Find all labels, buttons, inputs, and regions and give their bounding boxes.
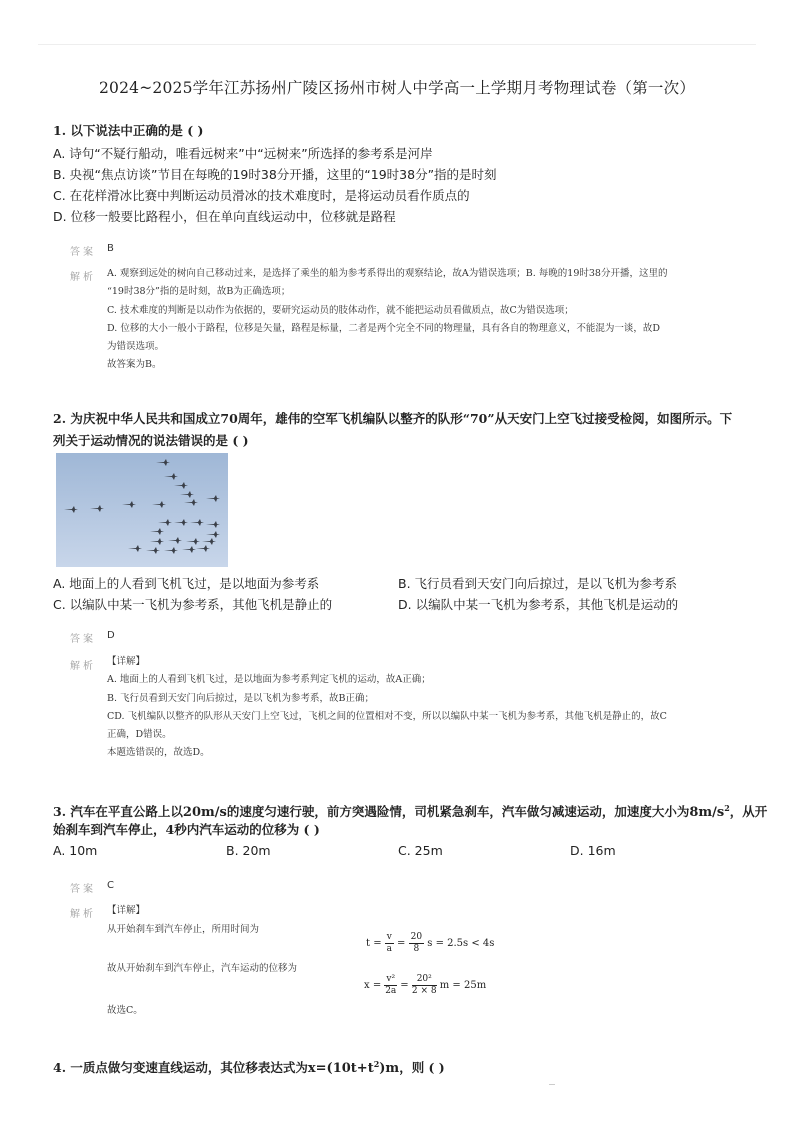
eq-lhs: t = xyxy=(366,938,382,949)
q3-speed: 20m/s xyxy=(182,805,227,821)
q2-option-d: D. 以编队中某一飞机为参考系，其他飞机是运动的 xyxy=(398,597,679,612)
q2-analysis-line: 【详解】 xyxy=(107,656,146,667)
eq-fraction xyxy=(412,974,437,997)
q3-option-a: A. 10m xyxy=(53,843,98,858)
eq-rhs: m = 25m xyxy=(439,980,487,991)
eq-fraction xyxy=(384,974,397,997)
q3-analysis-line: 从开始刹车到汽车停止，所用时间为 xyxy=(107,924,260,935)
q1-option-d: D. 位移一般要比路程小，但在单向直线运动中，位移就是路程 xyxy=(53,209,396,224)
q3-option-c: C. 25m xyxy=(398,843,443,858)
q1-analysis-label: 解析 xyxy=(70,272,96,283)
eq-fraction xyxy=(385,932,394,955)
question-4-stem xyxy=(53,1053,753,1080)
q4-expression-end: )m xyxy=(379,1061,400,1077)
q1-analysis-line: A. 观察到远处的树向自己移动过来，是选择了乘坐的船为参考系得出的观察结论，故A为错误选项；B. 每晚的19时38分开播，这里的 xyxy=(107,268,668,279)
eq-equals: = xyxy=(397,938,406,949)
q2-option-b: B. 飞行员看到天安门向后掠过，是以飞机为参考系 xyxy=(398,576,678,591)
q1-answer: B xyxy=(107,243,114,254)
eq-lhs: x = xyxy=(364,980,382,991)
q2-answer-label: 答案 xyxy=(70,634,96,645)
aircraft-formation-photo xyxy=(56,453,228,567)
q3-stem-part: 3. 汽车在平直公路上以 xyxy=(53,804,183,820)
q3-stem-part: ，从开 xyxy=(729,804,768,820)
q2-option-a: A. 地面上的人看到飞机飞过，是以地面为参考系 xyxy=(53,576,320,591)
page-mark xyxy=(549,1084,555,1085)
q3-analysis-head: 【详解】 xyxy=(107,905,146,916)
question-3-stem-line2: 始刹车到汽车停止，4秒内汽车运动的位移为 ( ) xyxy=(53,822,320,837)
eq-denominator: 2 × 8 xyxy=(411,986,437,996)
eq-fraction xyxy=(409,932,424,955)
eq-denominator: 8 xyxy=(413,944,420,954)
q3-accel-exp: 2 xyxy=(724,803,730,813)
q3-option-b: B. 20m xyxy=(226,843,271,858)
q4-expression: x=(10t+t xyxy=(307,1061,374,1077)
q4-expression-exp: 2 xyxy=(373,1059,380,1069)
q3-equation-displacement xyxy=(364,974,486,997)
q3-answer: C xyxy=(107,880,114,891)
q1-option-a: A. 诗句“不疑行船动，唯看远树来”中“远树来”所选择的参考系是河岸 xyxy=(53,146,433,161)
q2-answer: D xyxy=(107,630,115,641)
eq-denominator: a xyxy=(386,944,392,954)
q2-analysis-line: A. 地面上的人看到飞机飞过，是以地面为参考系判定飞机的运动，故A正确； xyxy=(107,674,431,686)
q2-analysis-line: 本题选错误的，故选D。 xyxy=(107,747,210,759)
q3-analysis-label: 解析 xyxy=(70,909,96,920)
page-title: 2024~2025学年江苏扬州广陵区扬州市树人中学高一上学期月考物理试卷（第一次） xyxy=(98,79,696,97)
q1-option-b: B. 央视“焦点访谈”节目在每晚的19时38分开播，这里的“19时38分”指的是时刻 xyxy=(53,167,497,182)
q2-analysis-line: B. 飞行员看到天安门向后掠过，是以飞机为参考系，故B正确； xyxy=(107,692,375,704)
q1-analysis-line: 为错误选项。 xyxy=(107,341,165,353)
q1-analysis xyxy=(107,265,747,375)
eq-rhs: s = 2.5s < 4s xyxy=(427,938,495,949)
q2-analysis xyxy=(107,653,747,763)
header-rule xyxy=(38,44,756,45)
q3-answer-label: 答案 xyxy=(70,884,96,895)
eq-equals: = xyxy=(400,980,409,991)
q2-option-c: C. 以编队中某一飞机为参考系，其他飞机是静止的 xyxy=(53,597,333,612)
q4-stem-part: ，则 ( ) xyxy=(399,1060,445,1076)
question-2-stem: 2. 为庆祝中华人民共和国成立70周年，雄伟的空军飞机编队以整齐的队形“70”从天安门上空飞过接受检阅，如图所示。下列关于运动情况的说法错误的是 ( ) xyxy=(53,411,733,448)
q3-equation-time xyxy=(366,932,494,955)
q3-stem-part: 的速度匀速行驶，前方突遇险情，司机紧急刹车，汽车做匀减速运动，加速度大小为 xyxy=(226,804,690,820)
q1-analysis-line: “19时38分”指的是时刻，故B为正确选项； xyxy=(107,286,291,298)
q3-analysis-line: 故选C。 xyxy=(107,1005,143,1016)
eq-numerator: v² xyxy=(386,974,396,984)
eq-numerator: 20² xyxy=(412,974,437,986)
eq-numerator: v xyxy=(386,932,392,942)
q1-analysis-line: D. 位移的大小一般小于路程，位移是矢量，路程是标量，二者是两个完全不同的物理量，具有各自的物理意义，不能混为一谈，故D xyxy=(107,322,660,334)
q4-stem-part: 4. 一质点做匀变速直线运动，其位移表达式为 xyxy=(53,1060,308,1076)
question-1-stem: 1. 以下说法中正确的是 ( ) xyxy=(53,123,204,138)
eq-numerator: 20 xyxy=(410,932,423,942)
q3-accel: 8m/s xyxy=(689,805,725,821)
q1-analysis-line: C. 技术难度的判断是以动作为依据的，要研究运动员的肢体动作，就不能把运动员看做质点，故C为错误选项； xyxy=(107,304,574,316)
q1-analysis-line: 故答案为B。 xyxy=(107,359,162,371)
q3-analysis-line: 故从开始刹车到汽车停止，汽车运动的位移为 xyxy=(107,963,298,974)
q2-analysis-line: CD. 飞机编队以整齐的队形从天安门上空飞过，飞机之间的位置相对不变，所以以编队中某一飞机为参考系，其他飞机是静止的，故C xyxy=(107,710,667,722)
q1-answer-label: 答案 xyxy=(70,247,96,258)
q1-option-c: C. 在花样滑冰比赛中判断运动员滑冰的技术难度时，是将运动员看作质点的 xyxy=(53,188,470,203)
q2-analysis-label: 解析 xyxy=(70,661,96,672)
eq-denominator: 2a xyxy=(385,986,397,996)
q2-analysis-line: 正确，D错误。 xyxy=(107,729,172,741)
q3-option-d: D. 16m xyxy=(570,843,616,858)
